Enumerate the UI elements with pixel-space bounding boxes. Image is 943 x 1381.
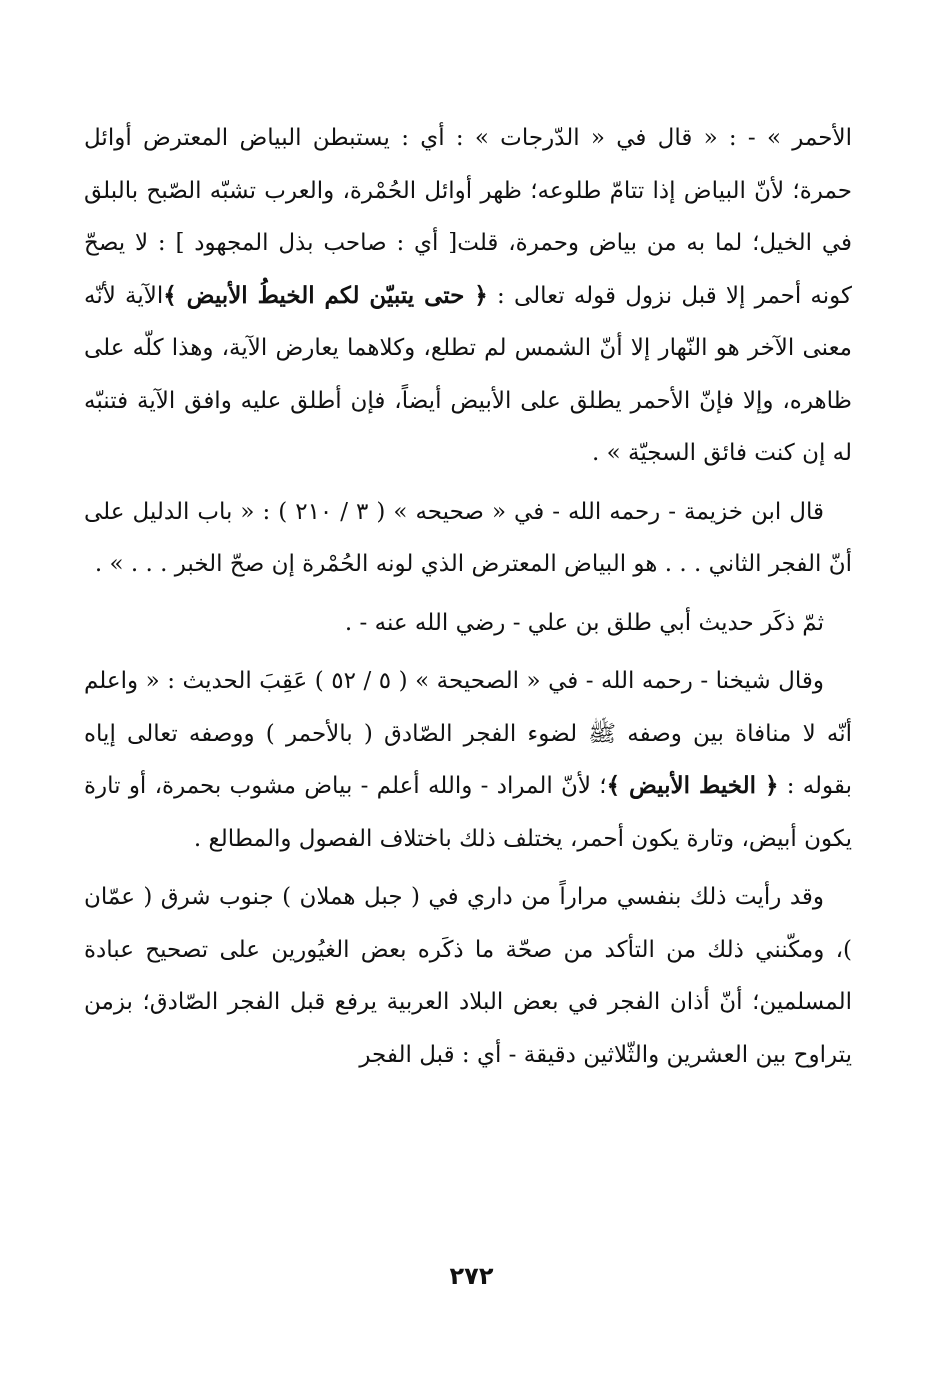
- text-segment: ثمّ ذكَر حديث أبي طلق بن علي - رضي الله عنه - .: [344, 609, 824, 636]
- paragraph-1: [84, 112, 852, 480]
- quran-quote: ﴿ حتى يتبيّن لكم الخيطُ الأبيض ﴾: [163, 281, 488, 309]
- text-segment: وقد رأيت ذلك بنفسي مراراً من داري في ( جبل هملان ) جنوب شرق ( عمّان )، ومكّنني ذلك من التأكد من صحّة ما ذكَره بعض الغيُورين على تصحيح عبادة المسلمين؛ أنّ أذان الفجر في بعض البلاد العربية يرفع قبل الفجر الصّادق؛ بزمن يتراوح بين العشرين والثّلاثين دقيقة - أي : قبل الفجر: [84, 884, 852, 1068]
- paragraph-3: [84, 597, 852, 650]
- text-segment: الآية لأنّه معنى الآخر هو النّهار إلا أنّ الشمس لم تطلع، وكلاهما يعارض الآية، وهذا كلّه على ظاهره، وإلا فإنّ الأحمر يطلق على الأبيض أيضاً، فإن أطلق عليه وافق الآية فتنبّه له إن كنت فائق السجيّة » .: [84, 282, 852, 466]
- quran-quote: ﴿ الخيط الأبيض ﴾: [606, 772, 779, 799]
- page-number: ٢٧٢: [449, 1262, 494, 1290]
- text-segment: قال ابن خزيمة - رحمه الله - في « صحيحه » ( ٣ / ٢١٠ ) : « باب الدليل على أنّ الفجر الثاني . . . هو البياض المعترض الذي لونه الحُمْرة إن صحّ الخبر . . . » .: [84, 498, 852, 577]
- text-segment: وقال شيخنا - رحمه الله - في « الصحيحة » ( ٥ / ٥٢ ) عَقِبَ الحديث : « واعلم أنّه لا منافاة بين وصفه ﷺ لضوء الفجر الصّادق ( بالأحمر ) ووصفه تعالى إياه بقوله :: [84, 668, 852, 799]
- paragraph-5: [84, 871, 852, 1081]
- text-segment: ؛ لأنّ المراد - والله أعلم - بياض مشوب بحمرة، أو تارة يكون أبيض، وتارة يكون أحمر، يختلف ذلك باختلاف الفصول والمطالع .: [84, 773, 852, 852]
- text-segment: الأحمر » - : « قال في « الدّرجات » : أي : يستبطن البياض المعترض أوائل حمرة؛ لأنّ البياض إذا تتامّ طلوعه؛ ظهر أوائل الحُمْرة، والعرب تشبّه الصّبح بالبلق في الخيل؛ لما به من بياض وحمرة، قلت[ أي : صاحب بذل المجهود ] : لا يصحّ كونه أحمر إلا قبل نزول قوله تعالى :: [84, 125, 852, 309]
- body-text: [84, 112, 852, 1081]
- paragraph-4: [84, 655, 852, 865]
- paragraph-2: [84, 486, 852, 591]
